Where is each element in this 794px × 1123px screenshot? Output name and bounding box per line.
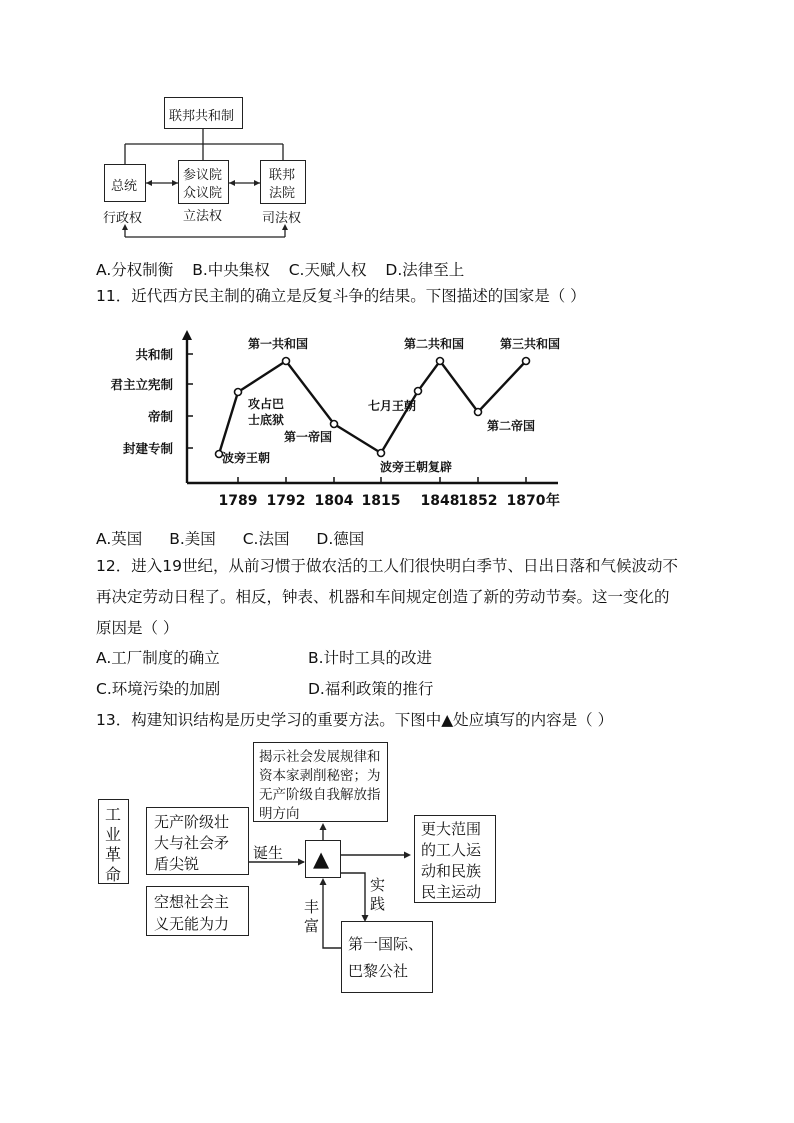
y-tick-label: 帝制 xyxy=(147,409,173,424)
x-tick-label: 1852 xyxy=(458,493,498,509)
q13-stem: 13．构建知识结构是历史学习的重要方法。下图中▲处应填写的内容是（ ） xyxy=(96,711,614,729)
utopian-line-2: 义无能为力 xyxy=(154,915,230,933)
x-axis-unit: 年 xyxy=(546,493,560,509)
reveal-laws-box xyxy=(253,742,388,822)
industrial-char-2: 业 xyxy=(105,825,122,844)
enrich-label-2: 富 xyxy=(304,917,320,935)
industrial-char-4: 命 xyxy=(105,865,122,884)
enrich-label-1: 丰 xyxy=(304,898,320,916)
bastille-annotation-line2: 士底狱 xyxy=(248,413,285,427)
q10-option-b[interactable]: B.中央集权 xyxy=(192,261,270,279)
q12-option-b[interactable]: B.计时工具的改进 xyxy=(308,649,433,667)
x-tick-label: 1789 xyxy=(218,493,258,509)
reveal-line-2: 资本家剥削秘密；为 xyxy=(259,768,381,784)
x-tick-label: 1848 xyxy=(420,493,460,509)
regime-point-label: 第一共和国 xyxy=(248,337,309,351)
birth-label: 诞生 xyxy=(253,844,284,862)
industrial-revolution-box xyxy=(98,799,129,884)
q10-option-d[interactable]: D.法律至上 xyxy=(385,261,465,279)
regime-point-label: 波旁王朝复辟 xyxy=(380,460,453,474)
triangle-box xyxy=(305,840,341,878)
wider-line-1: 更大范围 xyxy=(421,820,482,838)
regime-point-label: 第三共和国 xyxy=(500,337,561,351)
q11-option-d[interactable]: D.德国 xyxy=(316,530,365,548)
x-tick-label: 1815 xyxy=(361,493,401,509)
house-label: 众议院 xyxy=(183,186,223,201)
q12-stem-line3: 原因是（ ） xyxy=(96,619,179,637)
regime-point-label: 第二共和国 xyxy=(404,337,465,351)
q12-stem-line1: 12．进入19世纪，从前习惯于做农活的工人们很快明白季节、日出日落和气候波动不 xyxy=(96,557,678,575)
q10-option-c[interactable]: C.天赋人权 xyxy=(288,261,367,279)
bastille-annotation-line1: 攻占巴 xyxy=(248,397,285,411)
y-tick-label: 君主立宪制 xyxy=(110,377,173,392)
q11-option-c[interactable]: C.法国 xyxy=(242,530,290,548)
industrial-char-3: 革 xyxy=(105,845,122,864)
court-label: 法院 xyxy=(269,186,296,201)
regime-point-label: 第二帝国 xyxy=(487,419,536,433)
wider-movement-box xyxy=(414,815,496,903)
utopian-socialism-box xyxy=(146,886,249,936)
q11-stem: 11．近代西方民主制的确立是反复斗争的结果。下图描述的国家是（ ） xyxy=(96,287,586,305)
proletariat-line-1: 无产阶级壮 xyxy=(154,813,230,831)
reveal-line-1: 揭示社会发展规律和 xyxy=(259,749,381,765)
regime-point-label: 七月王朝 xyxy=(368,399,417,413)
federal-republic-label: 联邦共和制 xyxy=(169,109,235,124)
proletariat-box xyxy=(146,807,249,875)
x-tick-label: 1870 xyxy=(506,493,546,509)
x-tick-label: 1792 xyxy=(266,493,306,509)
regime-point-label: 第一帝国 xyxy=(284,430,333,444)
practice-label-2: 践 xyxy=(370,895,386,913)
senate-label: 参议院 xyxy=(183,168,223,183)
y-tick-label: 共和制 xyxy=(135,347,173,362)
intl-line-1: 第一国际、 xyxy=(348,935,424,953)
utopian-line-1: 空想社会主 xyxy=(154,893,230,911)
intl-line-2: 巴黎公社 xyxy=(348,962,409,980)
wider-line-3: 动和民族 xyxy=(421,862,482,880)
proletariat-line-2: 大与社会矛 xyxy=(154,834,230,852)
executive-power-label: 行政权 xyxy=(103,211,143,226)
proletariat-line-3: 盾尖锐 xyxy=(154,855,200,873)
wider-line-2: 的工人运 xyxy=(421,841,482,859)
legislative-power-label: 立法权 xyxy=(183,209,223,224)
reveal-line-3: 无产阶级自我解放指 xyxy=(259,787,381,803)
president-label: 总统 xyxy=(111,179,138,194)
judicial-power-label: 司法权 xyxy=(262,211,302,226)
q10-option-a[interactable]: A.分权制衡 xyxy=(96,261,174,279)
q11-option-a[interactable]: A.英国 xyxy=(96,530,143,548)
wider-line-4: 民主运动 xyxy=(421,883,482,901)
x-tick-label: 1804 xyxy=(314,493,354,509)
y-tick-label: 封建专制 xyxy=(122,441,173,456)
federal-label: 联邦 xyxy=(269,168,296,183)
q11-option-b[interactable]: B.美国 xyxy=(169,530,216,548)
q12-option-a[interactable]: A.工厂制度的确立 xyxy=(96,649,220,667)
industrial-char-1: 工 xyxy=(105,805,122,824)
first-international-box xyxy=(341,921,433,993)
reveal-line-4: 明方向 xyxy=(259,806,300,822)
q12-option-c[interactable]: C.环境污染的加剧 xyxy=(96,680,221,698)
regime-point-label: 波旁王朝 xyxy=(222,451,271,465)
triangle-marker: ▲ xyxy=(313,847,330,871)
practice-label-1: 实 xyxy=(370,876,386,894)
q12-option-d[interactable]: D.福利政策的推行 xyxy=(308,680,434,698)
q12-stem-line2: 再决定劳动日程了。相反，钟表、机器和车间规定创造了新的劳动节奏。这一变化的 xyxy=(96,588,670,606)
